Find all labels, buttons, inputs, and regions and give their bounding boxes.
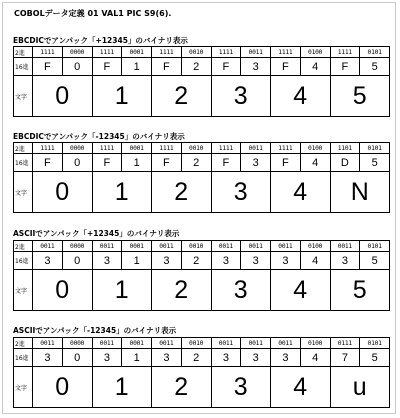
- binary-nibble-cell: 0011: [241, 47, 271, 58]
- bin-row-label: 2進: [14, 338, 33, 349]
- hex-digit-cell: 5: [360, 58, 390, 76]
- binary-row: [14, 338, 390, 349]
- bin-row-label: 2進: [14, 47, 33, 58]
- binary-row: [14, 143, 390, 154]
- hex-digit-cell: 5: [360, 154, 390, 172]
- hex-digit-cell: D: [330, 154, 360, 172]
- hex-digit-cell: 3: [152, 252, 182, 270]
- hex-digit-cell: 0: [62, 252, 92, 270]
- binary-nibble-cell: 0101: [360, 338, 390, 349]
- character-cell: 3: [211, 270, 271, 311]
- binary-nibble-cell: 0011: [271, 241, 301, 252]
- binary-nibble-cell: 0101: [360, 47, 390, 58]
- binary-nibble-cell: 0000: [62, 143, 92, 154]
- binary-nibble-cell: 0011: [241, 241, 271, 252]
- hex-row: [14, 349, 390, 367]
- section-heading-ascii-plus: ASCIIでアンパック「+12345」のバイナリ表示: [13, 229, 180, 238]
- page-title: COBOLデータ定義 01 VAL1 PIC S9(6).: [14, 9, 172, 18]
- hex-digit-cell: F: [152, 58, 182, 76]
- hex-row-label: 16進: [14, 349, 33, 367]
- binary-nibble-cell: 0100: [300, 338, 330, 349]
- binary-row: [14, 47, 390, 58]
- binary-nibble-cell: 0011: [152, 338, 182, 349]
- character-cell: 4: [271, 367, 331, 408]
- binary-nibble-cell: 0100: [300, 143, 330, 154]
- chr-row-label: 文字: [14, 76, 33, 117]
- encoding-table-ebcdic-minus: [13, 142, 390, 213]
- hex-row: [14, 154, 390, 172]
- section-heading-ascii-minus: ASCIIでアンパック「-12345」のバイナリ表示: [13, 326, 177, 335]
- character-cell: 3: [211, 367, 271, 408]
- hex-digit-cell: 3: [33, 349, 63, 367]
- binary-nibble-cell: 0100: [300, 241, 330, 252]
- hex-digit-cell: F: [211, 58, 241, 76]
- hex-digit-cell: 4: [300, 154, 330, 172]
- binary-nibble-cell: 0001: [122, 241, 152, 252]
- binary-nibble-cell: 0011: [152, 241, 182, 252]
- hex-digit-cell: F: [152, 154, 182, 172]
- hex-digit-cell: 0: [62, 154, 92, 172]
- character-cell: 2: [152, 270, 212, 311]
- binary-nibble-cell: 0011: [211, 338, 241, 349]
- binary-nibble-cell: 0011: [241, 338, 271, 349]
- binary-nibble-cell: 0011: [271, 338, 301, 349]
- binary-nibble-cell: 1111: [271, 143, 301, 154]
- hex-digit-cell: 4: [300, 349, 330, 367]
- character-cell: 5: [330, 76, 390, 117]
- hex-digit-cell: 3: [271, 252, 301, 270]
- hex-digit-cell: 3: [241, 58, 271, 76]
- hex-digit-cell: 1: [122, 252, 152, 270]
- hex-digit-cell: 1: [122, 58, 152, 76]
- character-cell: 3: [211, 76, 271, 117]
- hex-digit-cell: F: [271, 154, 301, 172]
- hex-digit-cell: F: [92, 58, 122, 76]
- character-cell: 0: [33, 367, 93, 408]
- hex-digit-cell: 1: [122, 349, 152, 367]
- hex-row-label: 16進: [14, 252, 33, 270]
- character-cell: 5: [330, 270, 390, 311]
- hex-digit-cell: F: [271, 58, 301, 76]
- encoding-table-ascii-plus: [13, 240, 390, 311]
- binary-nibble-cell: 1111: [92, 47, 122, 58]
- hex-row-label: 16進: [14, 154, 33, 172]
- binary-nibble-cell: 1111: [330, 47, 360, 58]
- binary-nibble-cell: 0000: [62, 241, 92, 252]
- hex-digit-cell: 3: [330, 252, 360, 270]
- chr-row-label: 文字: [14, 270, 33, 311]
- binary-nibble-cell: 0011: [92, 338, 122, 349]
- binary-nibble-cell: 0011: [33, 338, 63, 349]
- binary-nibble-cell: 1111: [152, 47, 182, 58]
- binary-row: [14, 241, 390, 252]
- hex-digit-cell: F: [33, 154, 63, 172]
- binary-nibble-cell: 0010: [181, 143, 211, 154]
- section-heading-ebcdic-plus: EBCDICでアンパック「+12345」のバイナリ表示: [13, 36, 188, 45]
- hex-digit-cell: 3: [211, 349, 241, 367]
- character-row: [14, 270, 390, 311]
- binary-nibble-cell: 0000: [62, 338, 92, 349]
- hex-digit-cell: 5: [360, 252, 390, 270]
- binary-nibble-cell: 1111: [152, 143, 182, 154]
- hex-digit-cell: 2: [181, 154, 211, 172]
- hex-digit-cell: F: [33, 58, 63, 76]
- bin-row-label: 2進: [14, 241, 33, 252]
- hex-digit-cell: 2: [181, 58, 211, 76]
- character-cell: 1: [92, 76, 152, 117]
- character-row: [14, 367, 390, 408]
- character-cell: 2: [152, 367, 212, 408]
- binary-nibble-cell: 1111: [271, 47, 301, 58]
- section-heading-ebcdic-minus: EBCDICでアンパック「-12345」のバイナリ表示: [13, 132, 185, 141]
- hex-digit-cell: 1: [122, 154, 152, 172]
- character-cell: 1: [92, 172, 152, 213]
- hex-digit-cell: F: [92, 154, 122, 172]
- character-cell: 3: [211, 172, 271, 213]
- binary-nibble-cell: 1111: [211, 47, 241, 58]
- binary-nibble-cell: 0010: [181, 241, 211, 252]
- character-cell: 4: [271, 172, 331, 213]
- encoding-table-ebcdic-plus: [13, 46, 390, 117]
- binary-nibble-cell: 1111: [211, 143, 241, 154]
- hex-digit-cell: 2: [181, 252, 211, 270]
- binary-nibble-cell: 0100: [300, 47, 330, 58]
- chr-row-label: 文字: [14, 172, 33, 213]
- hex-digit-cell: 4: [300, 58, 330, 76]
- binary-nibble-cell: 0101: [360, 241, 390, 252]
- character-row: [14, 76, 390, 117]
- character-cell: 1: [92, 270, 152, 311]
- character-cell: 0: [33, 172, 93, 213]
- hex-digit-cell: 3: [241, 154, 271, 172]
- character-cell: 2: [152, 76, 212, 117]
- hex-digit-cell: 3: [92, 349, 122, 367]
- character-cell: 4: [271, 270, 331, 311]
- hex-digit-cell: 0: [62, 349, 92, 367]
- hex-digit-cell: 3: [271, 349, 301, 367]
- binary-nibble-cell: 0011: [211, 241, 241, 252]
- character-cell: N: [330, 172, 390, 213]
- hex-digit-cell: 7: [330, 349, 360, 367]
- binary-nibble-cell: 0101: [360, 143, 390, 154]
- hex-digit-cell: 3: [211, 252, 241, 270]
- hex-digit-cell: 4: [300, 252, 330, 270]
- binary-nibble-cell: 0111: [330, 338, 360, 349]
- binary-nibble-cell: 0010: [181, 338, 211, 349]
- hex-digit-cell: 2: [181, 349, 211, 367]
- hex-row: [14, 252, 390, 270]
- character-row: [14, 172, 390, 213]
- hex-digit-cell: 0: [62, 58, 92, 76]
- hex-digit-cell: F: [330, 58, 360, 76]
- hex-digit-cell: 5: [360, 349, 390, 367]
- character-cell: 4: [271, 76, 331, 117]
- hex-digit-cell: F: [211, 154, 241, 172]
- hex-digit-cell: 3: [241, 349, 271, 367]
- binary-nibble-cell: 1101: [330, 143, 360, 154]
- binary-nibble-cell: 0010: [181, 47, 211, 58]
- binary-nibble-cell: 0011: [241, 143, 271, 154]
- character-cell: 1: [92, 367, 152, 408]
- binary-nibble-cell: 0001: [122, 47, 152, 58]
- bin-row-label: 2進: [14, 143, 33, 154]
- encoding-table-ascii-minus: [13, 337, 390, 408]
- chr-row-label: 文字: [14, 367, 33, 408]
- hex-digit-cell: 3: [33, 252, 63, 270]
- binary-nibble-cell: 1111: [33, 47, 63, 58]
- binary-nibble-cell: 1111: [92, 143, 122, 154]
- hex-digit-cell: 3: [92, 252, 122, 270]
- binary-nibble-cell: 0001: [122, 143, 152, 154]
- character-cell: u: [330, 367, 390, 408]
- binary-nibble-cell: 0011: [92, 241, 122, 252]
- binary-nibble-cell: 0011: [330, 241, 360, 252]
- hex-row-label: 16進: [14, 58, 33, 76]
- binary-nibble-cell: 0011: [33, 241, 63, 252]
- hex-row: [14, 58, 390, 76]
- binary-nibble-cell: 0001: [122, 338, 152, 349]
- character-cell: 2: [152, 172, 212, 213]
- binary-nibble-cell: 1111: [33, 143, 63, 154]
- character-cell: 0: [33, 270, 93, 311]
- hex-digit-cell: 3: [152, 349, 182, 367]
- character-cell: 0: [33, 76, 93, 117]
- binary-nibble-cell: 0000: [62, 47, 92, 58]
- hex-digit-cell: 3: [241, 252, 271, 270]
